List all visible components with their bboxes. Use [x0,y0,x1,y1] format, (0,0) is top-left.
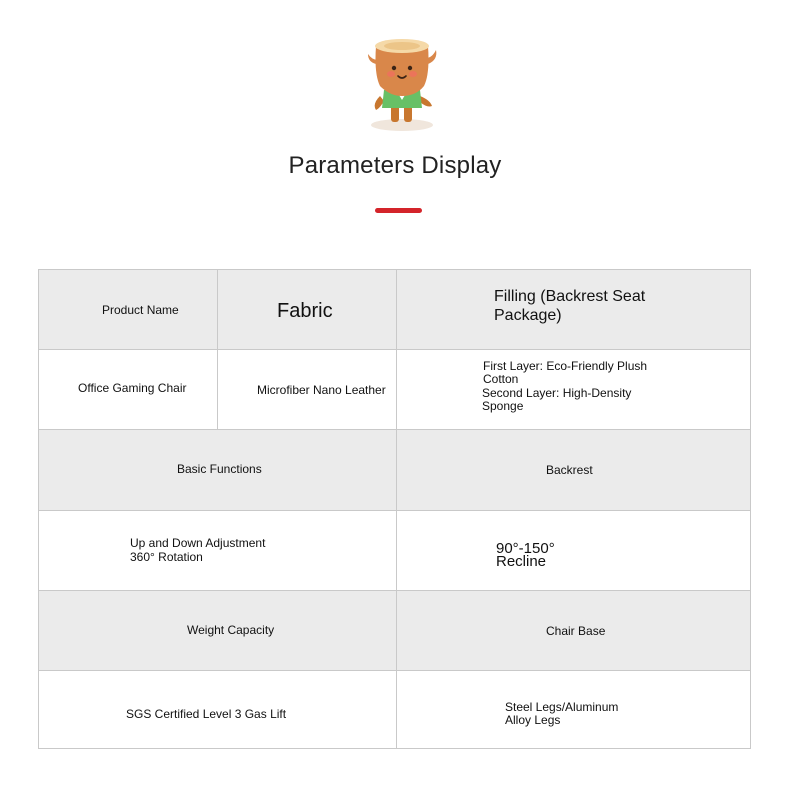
table-cell [396,350,750,429]
table-cell [39,270,217,349]
table-cell [217,350,396,429]
cell-text: Recline [496,553,547,570]
cell-text: Product Name [102,303,179,317]
table-cell [39,350,217,429]
page-title: Parameters Display [288,152,502,179]
cell-text: Cotton [483,372,519,386]
table-cell [217,270,396,349]
cell-text: Weight Capacity [187,623,275,637]
table-row [39,350,750,430]
cell-text: First Layer: Eco-Friendly Plush [483,359,648,373]
cell-text: Microfiber Nano Leather [257,383,386,397]
cell-text: Up and Down Adjustment [130,536,266,550]
table-cell [39,671,396,748]
cell-text: Sponge [482,399,524,413]
table-cell [39,511,396,590]
cell-text: Steel Legs/Aluminum [505,700,619,714]
cell-text: 90°-150° [496,540,555,557]
tree-stump-mascot-icon [362,34,442,132]
cell-text: Basic Functions [177,462,262,476]
table-cell [396,430,750,510]
table-cell [39,430,396,510]
cell-text: Filling (Backrest Seat [494,288,646,305]
cell-text: Fabric [277,300,333,322]
cell-text: Office Gaming Chair [78,381,187,395]
cell-text: Package) [494,307,562,324]
cell-text: Chair Base [546,624,606,638]
title-accent-bar [375,208,422,213]
table-cell [396,591,750,670]
table-row [39,430,750,511]
table-row [39,591,750,671]
cell-text: Second Layer: High-Density [482,386,632,400]
table-row [39,511,750,591]
parameters-table [38,269,751,749]
table-row [39,270,750,350]
cell-text: Alloy Legs [505,713,561,727]
table-cell [396,511,750,590]
table-cell [39,591,396,670]
table-row [39,671,750,748]
cell-text: Backrest [546,463,593,477]
table-cell [396,270,750,349]
table-cell [396,671,750,748]
cell-text: 360° Rotation [130,550,203,564]
cell-text: SGS Certified Level 3 Gas Lift [126,707,287,721]
